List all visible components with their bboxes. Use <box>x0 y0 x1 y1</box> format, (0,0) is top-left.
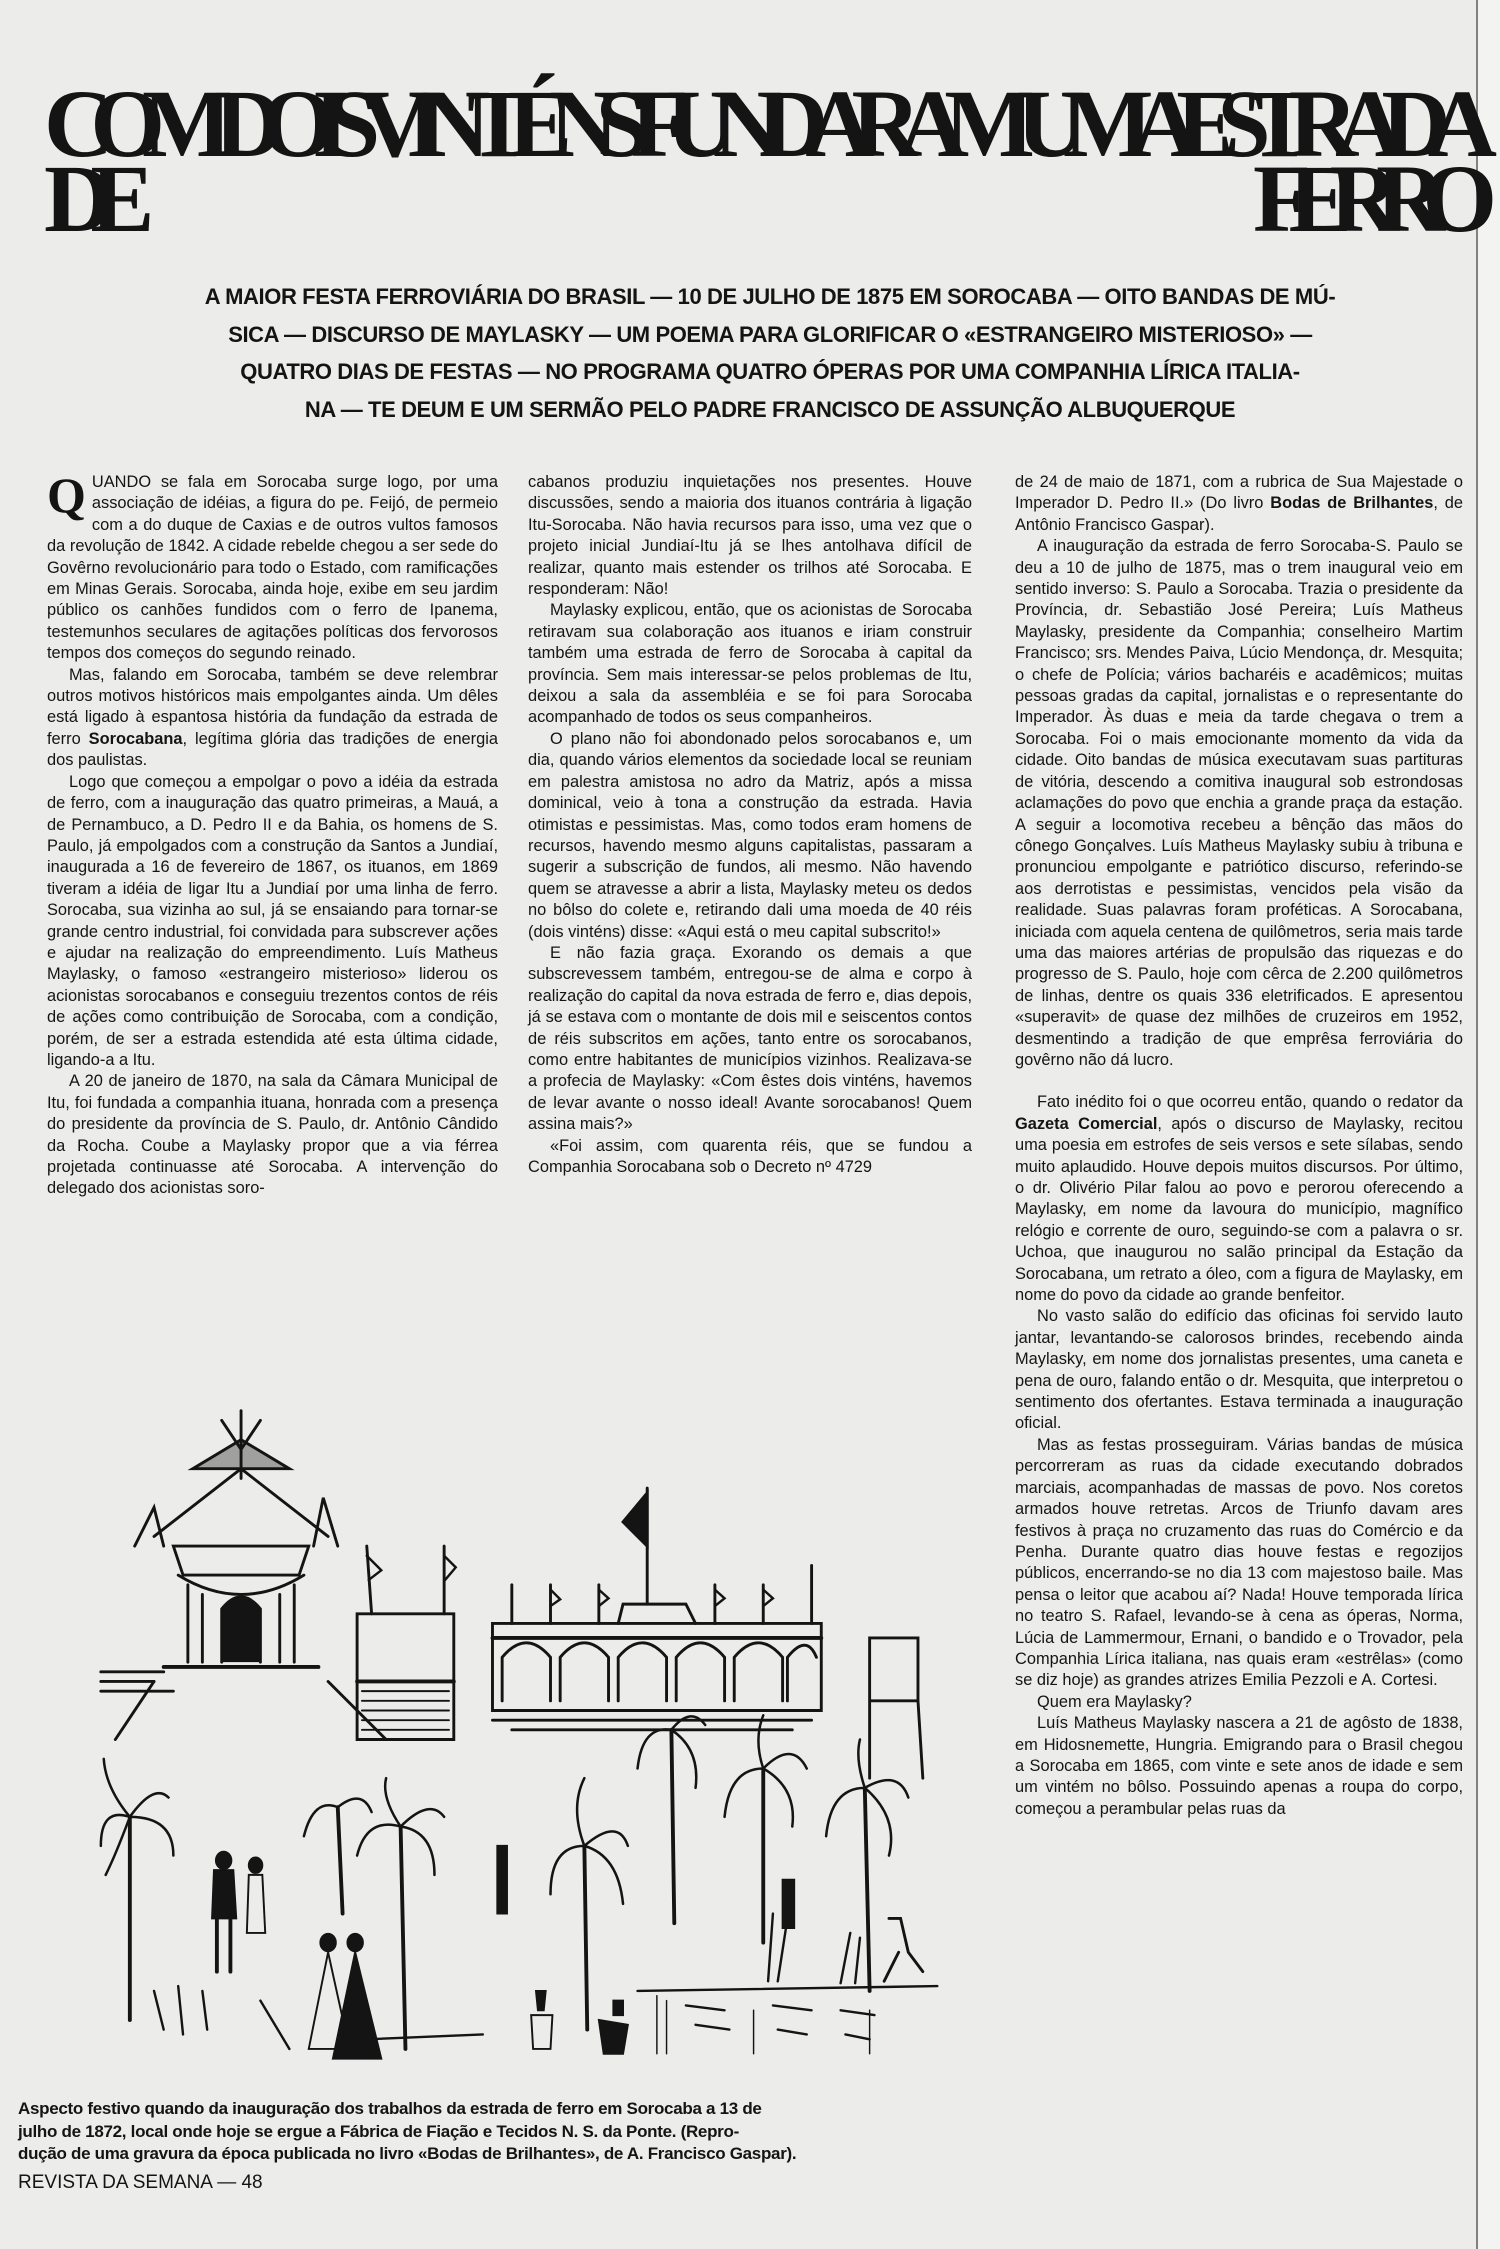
paragraph-text: Fato inédito foi o que ocorreu então, quando o redator da <box>1037 1093 1463 1112</box>
article-column-3 <box>1015 472 1463 1820</box>
newspaper-name: Gazeta Comercial <box>1015 1114 1158 1133</box>
paragraph: No vasto salão do edifício das oficinas foi servido lauto jantar, levantando-se calorosos brindes, recebendo ainda Maylasky, em nome dos jornalistas presentes, uma caneta e pena de ouro, falando então o dr. Mesquita, que interpretou o sentimento dos ofertantes. Estava terminada a inauguração oficial. <box>1015 1307 1463 1433</box>
page-footer: REVISTA DA SEMANA — 48 <box>18 2172 263 2193</box>
page-margin <box>1478 0 1500 2249</box>
paragraph-text: , de Antônio Francisco Gaspar). <box>1015 494 1464 534</box>
article-column-2 <box>528 472 972 1178</box>
page-edge-rule <box>1476 0 1478 2249</box>
drop-cap: Q <box>47 467 86 523</box>
subheadline-line: QUATRO DIAS DE FESTAS — NO PROGRAMA QUATRO ÓPERAS POR UMA COMPANHIA LÍRICA ITALIA- <box>240 359 1300 384</box>
caption-line: Aspecto festivo quando da inauguração dos trabalhos da estrada de ferro em Sorocaba a 13 de <box>18 2099 762 2118</box>
caption-line: julho de 1872, local onde hoje se ergue a Fábrica de Fiação e Tecidos N. S. da Ponte. (Repro- <box>18 2121 739 2141</box>
paragraph: A inauguração da estrada de ferro Sorocaba-S. Paulo se deu a 10 de julho de 1875, mas o trem inaugural veio em sentido inverso: S. Paulo a Sorocaba. Trazia o presidente da Província, dr. Sebastião José Pereira; Luís Matheus Maylasky, presidente da Companhia; conselheiro Martim Francisco; srs. Mendes Paiva, Lúcio Mendonça, dr. Mesquita; o chefe de Polícia; vários bacharéis e acadêmicos; muitas pessoas gradas da capital, jornalistas e o representante do Imperador. Às duas e meia da tarde chegava o trem a Sorocaba. Foi o mais emocionante momento da vida da cidade. Oito bandas de música executavam suas partituras de vitória, descendo a comitiva inaugural sob estrondosas aclamações do povo que enchia a grande praça da estação. A seguir a locomotiva recebeu a bênção das mãos do cônego Gonçalves. Luís Matheus Maylasky subiu à tribuna e pronunciou empolgante e patriótico discurso, referindo-se aos derrotistas e pessimistas, vencidos pela visão da realidade. Suas palavras foram proféticas. A Sorocabana, iniciada com aquela centena de quilômetros, seria mais tarde uma das maiores artérias de propulsão das riquezas e do progresso de S. Paulo, hoje com cêrca de 2.200 quilômetros de linhas, dentre os quais 336 eletrificados. E apresentou «superavit» de quase dez milhões de cruzeiros em 1952, desmentindo a tradição de que emprêsa ferroviária do govêrno não dá lucro. <box>1015 537 1463 1069</box>
paragraph <box>1015 1092 1463 1306</box>
engraving-illustration <box>96 1380 976 2070</box>
paragraph-text: , legítima glória das tradições de energia dos paulistas. <box>47 729 499 770</box>
paragraph: O plano não foi abondonado pelos sorocabanos e, um dia, quando vários elementos da sociedade local se reuniam em palestra amistosa no adro da Matriz, após a missa dominical, veio à tona a construção da estrada. Havia otimistas e pessimistas. Mas, como todos eram homens de recursos, havendo mesmo alguns capitalistas, passaram a sugerir a subscrição de fundos, ali mesmo. Não havendo quem se atravesse a abrir a lista, Maylasky meteu os dedos no bôlso do colete e, retirando dali uma moeda de 40 réis (dois vinténs) disse: «Aqui está o meu capital subscrito!» <box>528 729 972 941</box>
article-column-1 <box>47 467 499 1200</box>
paragraph <box>47 467 498 665</box>
grandstand-drawing <box>357 1546 456 1739</box>
caption-line: dução de uma gravura da época publicada no livro «Bodas de Brilhantes», de A. Francisco Gaspar). <box>18 2144 797 2163</box>
pavilion-drawing <box>101 1411 386 1740</box>
paragraph <box>1015 472 1463 536</box>
paragraph: «Foi assim, com quarenta réis, que se fundou a Companhia Sorocabana sob o Decreto nº 4729 <box>528 1136 972 1176</box>
paragraph: Luís Matheus Maylasky nascera a 21 de agôsto de 1838, em Hidosnemette, Hungria. Emigrando para o Brasil chegou a Sorocaba em 1865, com vinte e sete anos de idade e sem um vintém no bôlso. Possuindo apenas a roupa do corpo, começou a perambular pelas ruas da <box>1015 1714 1463 1818</box>
station-building-drawing <box>492 1488 821 1730</box>
paragraph-text: , após o discurso de Maylasky, recitou uma poesia em estrofes de seis versos e sete sílabas, sendo muito aplaudido. Houve depois muitos discursos. Por último, o dr. Olivério Pilar falou ao povo e perorou oferecendo a Maylasky, em nome da lavoura do município, magnífico relógio e corrente de ouro, seguindo-se com a palavra o sr. Uchoa, que inaugurou no salão principal da Estação da Sorocabana, um retrato a óleo, com a figura de Maylasky, em nome do povo da cidade ao grande benfeitor. <box>1015 1114 1463 1305</box>
section-question: Quem era Maylasky? <box>1037 1692 1192 1711</box>
subheadline-line: NA — TE DEUM E UM SERMÃO PELO PADRE FRANCISCO DE ASSUNÇÃO ALBUQUERQUE <box>304 396 1236 422</box>
paragraph: Logo que começou a empolgar o povo a idéia da estrada de ferro, com a inauguração das quatro primeiras, a Mauá, a de Pernambuco, a D. Pedro II e da Bahia, os homens de S. Paulo, já empolgados com a construção da Santos a Jundiaí, inaugurada a 16 de fevereiro de 1867, os ituanos, em 1869 tiveram a idéia de ligar Itu a Jundiaí por uma linha de ferro. Sorocaba, sua vizinha ao sul, já se ensaiando para tornar-se grande centro industrial, foi convidada para subscrever ações e ajudar na realização do empreendimento. Luís Matheus Maylasky, o famoso «estrangeiro misterioso» liderou os acionistas sorocabanos e conseguiu trezentos contos de réis de ações como contribuição de Sorocaba, com a condição, porém, de ser a estrada estendida até esta última cidade, ligando-a a Itu. <box>47 772 498 1069</box>
headline: COM DOIS VINTÉNS FUNDARAM UMA ESTRADA DE FERRO <box>44 70 1474 252</box>
book-title: Bodas de Brilhantes <box>1270 494 1434 513</box>
subheadline <box>150 278 1390 428</box>
arch-frame-drawing <box>870 1638 923 1778</box>
illustration-caption <box>18 2098 978 2166</box>
paragraph: E não fazia graça. Exorando os demais a que subscrevessem também, entregou-se de alma e corpo à realização do capital da nova estrada de ferro e, dias depois, já se estava com o montante de dois mil e seiscentos contos de réis subscritos em ações, tanto entre os sorocabanos, como entre habitantes de municípios vizinhos. Realizava-se a profecia de Maylasky: «Com êstes dois vinténs, havemos de levar avante o nosso ideal! Avante sorocabanos! Quem assina mais?» <box>528 943 972 1134</box>
paragraph-text: Mas, falando em Sorocaba, também se deve relembrar outros motivos históricos mais empolgantes ainda. Um dêles está ligado à espantosa história da fundação da estrada de ferro <box>47 665 498 748</box>
bold-term: Sorocabana <box>88 729 183 748</box>
paragraph <box>47 665 498 772</box>
pond-drawing <box>154 1914 937 2054</box>
paragraph-text: UANDO se fala em Sorocaba surge logo, por uma associação de idéias, a figura do pe. Feijó, de permeio com a do duque de Caxias e de outros vultos famosos da revolução de 1842. A cidade rebelde chegou a ser sede do Govêrno revolucionário para todo o Estado, com ramificações em Minas Gerais. Sorocaba, ainda hoje, exibe em seu jardim público os canhões fundidos com o ferro de Ipanema, testemunhos seculares de agitações políticas dos fervorosos tempos dos começos do segundo reinado. <box>47 473 498 663</box>
paragraph-text: de 24 de maio de 1871, com a rubrica de Sua Majestade o Imperador D. Pedro II.» (Do livro <box>1015 473 1463 513</box>
paragraph: Maylasky explicou, então, que os acionistas de Sorocaba retiravam sua colaboração aos ituanos e iriam construir também uma estrada de ferro de Sorocaba à capital da província. Sem mais interessar-se pelos problemas de Itu, deixou a sala da assembléia e se foi para Sorocaba acompanhado de todos os seus companheiros. <box>528 601 972 727</box>
paragraph: Mas as festas prosseguiram. Várias bandas de música percorreram as ruas da cidade executando dobrados marciais, acompanhadas de massas de povo. Nos coretos armados houve retretas. Arcos de Triunfo davam ares festivos à praça no cruzamento das ruas do Comércio e da Penha. Durante quatro dias houve festas e regozijos públicos, encerrando-se no dia 13 com majestoso baile. Mas pensa o leitor que acabou aí? Nada! Houve temporada lírica no teatro S. Rafael, levando-se à cena as óperas, Norma, Lúcia de Lammermour, Ernani, o bandido e o Trovador, pela Companhia Lírica italiana, nas quais eram «estrêlas» (como se diz hoje) as grandes atrizes Emilia Pezzoli e A. Cortesi. <box>1015 1435 1463 1690</box>
crowd-figures-drawing <box>212 1846 923 2059</box>
subheadline-line: A MAIOR FESTA FERROVIÁRIA DO BRASIL — 10 DE JULHO DE 1875 EM SOROCABA — OITO BANDAS DE MÚ- <box>204 284 1336 309</box>
subheadline-line: SICA — DISCURSO DE MAYLASKY — UM POEMA PARA GLORIFICAR O «ESTRANGEIRO MISTERIOSO» — <box>228 321 1312 347</box>
paragraph: cabanos produziu inquietações nos presentes. Houve discussões, sendo a maioria dos ituanos contrária à ligação Itu-Sorocaba. Não havia recursos para isso, uma vez que o projeto inicial Jundiaí-Itu já se lhes antolhava difícil de realizar, quanto mais estender os trilhos até Sorocaba. E responderam: Não! <box>528 473 972 599</box>
paragraph: A 20 de janeiro de 1870, na sala da Câmara Municipal de Itu, foi fundada a companhia ituana, honrada com a presença do presidente da província de S. Paulo, dr. Antônio Cândido da Rocha. Coube a Maylasky propor que a via férrea projetada continuasse até Sorocaba. A intervenção do delegado dos acionistas soro- <box>47 1072 498 1198</box>
